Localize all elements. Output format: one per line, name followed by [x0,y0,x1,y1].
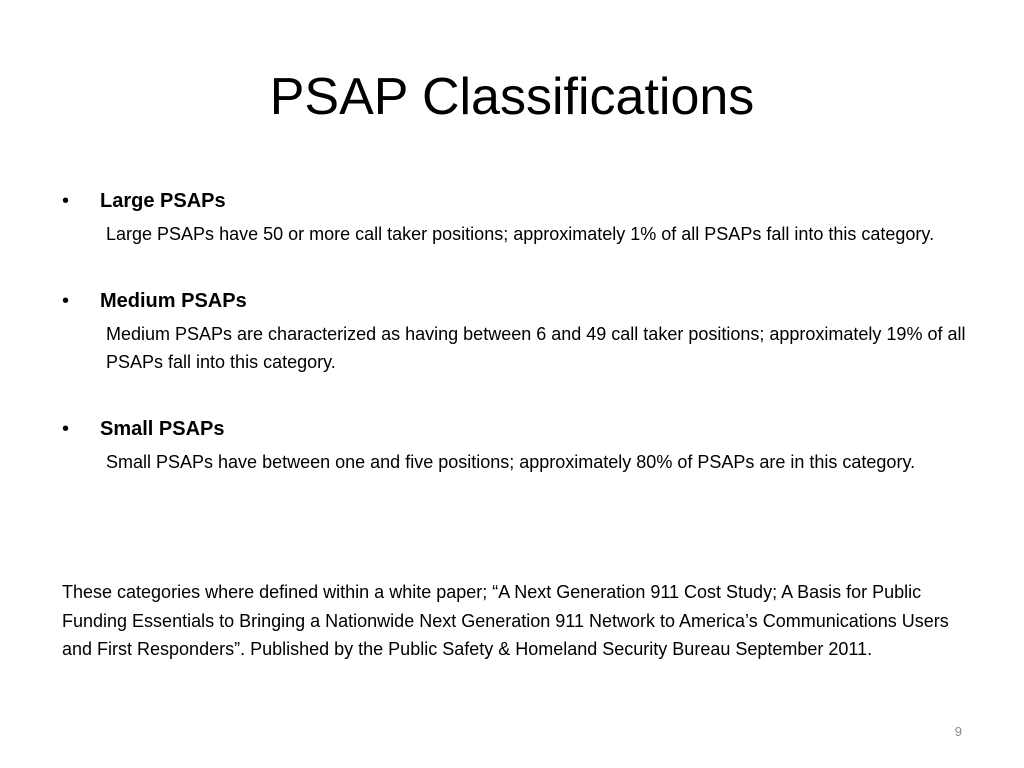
bullet-description: Medium PSAPs are characterized as having between 6 and 49 call taker positions; approximately 19% of all PSAPs fall into this category. [106,324,966,372]
bullet-icon: • [62,418,70,440]
list-item-medium-psaps [62,286,966,376]
list-item-large-psaps [62,186,962,248]
source-footnote: These categories where defined within a white paper; “A Next Generation 911 Cost Study; A Basis for Public Funding Essentials to Bringing a Nationwide Next Generation 911 Network to America’s Communications Users and First Responders”. Published by the Public Safety & Homeland Security Bureau September 2011. [62,582,949,659]
classification-list [62,186,966,514]
bullet-icon: • [62,190,70,212]
slide-title: PSAP Classifications [269,68,755,126]
bullet-icon: • [62,290,70,312]
bullet-description: Large PSAPs have 50 or more call taker positions; approximately 1% of all PSAPs fall into this category. [106,224,935,244]
list-item-small-psaps [62,414,962,476]
bullet-label: Small PSAPs [100,418,225,440]
page-number: 9 [954,724,962,739]
bullet-label: Medium PSAPs [100,290,247,312]
bullet-label: Large PSAPs [100,190,226,212]
bullet-description: Small PSAPs have between one and five positions; approximately 80% of PSAPs are in this category. [106,452,916,472]
